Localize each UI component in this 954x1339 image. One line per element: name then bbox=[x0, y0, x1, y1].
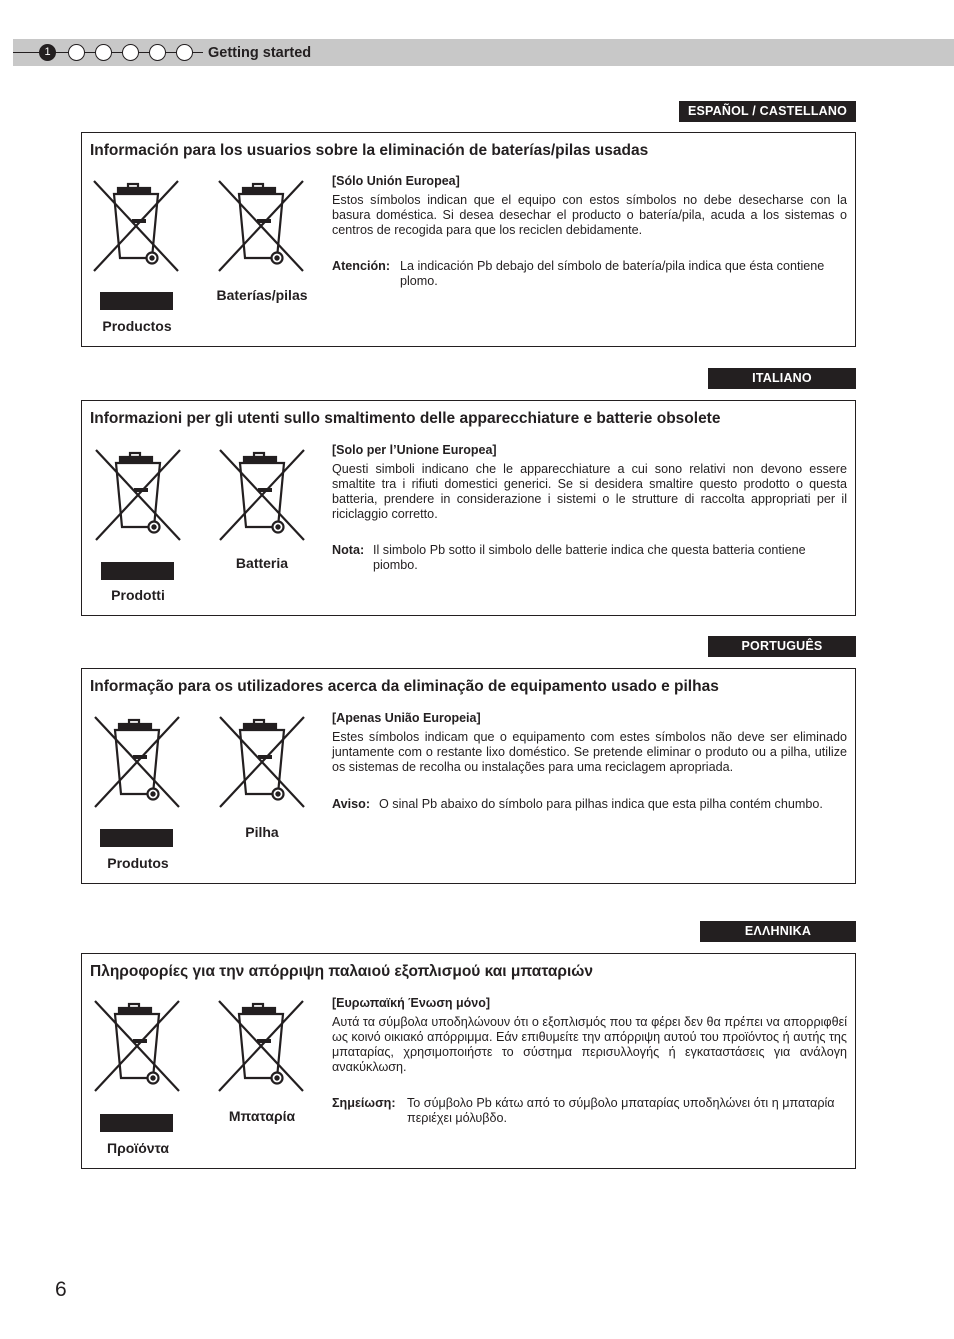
product-bar bbox=[101, 562, 174, 580]
battery-label: Μπαταρία bbox=[228, 1108, 296, 1124]
section-portuguese bbox=[81, 668, 856, 884]
section-title: Πληροφορίες για την απόρριψη παλαιού εξοπλισμού και μπαταριών bbox=[90, 963, 593, 980]
step-circle-icon bbox=[176, 44, 193, 61]
region-note: [Solo per l’Unione Europea] bbox=[332, 443, 497, 457]
chapter-title: Getting started bbox=[208, 45, 312, 61]
battery-label: Batteria bbox=[235, 555, 289, 571]
step-circle-icon bbox=[122, 44, 139, 61]
region-note: [Ευρωπαϊκή Ένωση μόνο] bbox=[332, 996, 491, 1010]
battery-label: Pilha bbox=[245, 824, 279, 840]
products-label: Προϊόντα bbox=[106, 1140, 169, 1156]
language-tag: ESPAÑOL / CASTELLANO bbox=[679, 101, 856, 122]
note-text: O sinal Pb abaixo do símbolo para pilhas indica que esta pilha contém chumbo. bbox=[379, 797, 823, 811]
battery-label: Baterías/pilas bbox=[216, 287, 308, 303]
note-label: Nota: bbox=[332, 543, 365, 557]
note-label: Atención: bbox=[332, 259, 391, 273]
step-circle-icon bbox=[68, 44, 85, 61]
language-tag: ITALIANO bbox=[708, 368, 856, 389]
crossed-out-wheelie-bin-icon bbox=[216, 714, 308, 810]
page-number: 6 bbox=[55, 1278, 67, 1301]
section-title: Informação para os utilizadores acerca da eliminação de equipamento usado e pilhas bbox=[90, 678, 719, 695]
product-bar bbox=[100, 1114, 173, 1132]
crossed-out-wheelie-bin-icon bbox=[215, 998, 307, 1094]
step-circle-icon bbox=[95, 44, 112, 61]
note-label: Σημείωση: bbox=[332, 1096, 396, 1110]
note bbox=[332, 797, 847, 813]
description: Estos símbolos indican que el equipo con estos símbolos no debe desecharse con la basura doméstica. Si desea desechar el producto o batería/pila, acuda a los sistemas o centros de recogida para que los reciclen debidamente. bbox=[332, 193, 847, 237]
crossed-out-wheelie-bin-icon bbox=[215, 178, 307, 274]
language-tag: PORTUGUÊS bbox=[708, 636, 856, 657]
crossed-out-wheelie-bin-icon bbox=[216, 447, 308, 543]
product-bar bbox=[100, 292, 173, 310]
crossed-out-wheelie-bin-icon bbox=[90, 178, 182, 274]
products-label: Productos bbox=[102, 318, 172, 334]
crossed-out-wheelie-bin-icon bbox=[92, 447, 184, 543]
section-title: Información para los usuarios sobre la eliminación de baterías/pilas usadas bbox=[90, 142, 649, 159]
note-text: Il simbolo Pb sotto il simbolo delle batterie indica che questa batteria contiene piombo. bbox=[373, 543, 806, 572]
note bbox=[332, 259, 847, 291]
region-note: [Apenas União Europeia] bbox=[332, 711, 481, 725]
description: Estes símbolos indicam que o equipamento com estes símbolos não deve ser eliminado juntamente com o restante lixo doméstico. Se pretende eliminar o produto ou a pilha, utilize os sistemas de recolha ou instalações para uma reciclagem apropriada. bbox=[332, 730, 847, 774]
chapter-steps bbox=[13, 43, 203, 63]
section-spanish bbox=[81, 132, 856, 347]
section-title: Informazioni per gli utenti sullo smaltimento delle apparecchiature e batterie obsolete bbox=[90, 410, 721, 427]
crossed-out-wheelie-bin-icon bbox=[91, 998, 183, 1094]
language-tag: ΕΛΛΗΝΙΚΑ bbox=[700, 921, 856, 942]
product-bar bbox=[100, 829, 173, 847]
products-label: Produtos bbox=[107, 855, 169, 871]
note bbox=[332, 543, 847, 575]
step-circle-icon bbox=[149, 44, 166, 61]
note-text: Το σύμβολο Pb κάτω από το σύμβολο μπαταρίας υποδηλώνει ότι η μπαταρία περιέχει μόλυβδο. bbox=[407, 1096, 835, 1125]
description: Questi simboli indicano che le apparecchiature a cui sono relativi non devono essere smaltite tra i rifiuti domestici generici. Se si desidera smaltire questo prodotto o questa batteria, prendere in considerazione i sistemi o le strutture di raccolta appropriati per il riciclaggio corretto. bbox=[332, 462, 847, 521]
note-label: Aviso: bbox=[332, 797, 371, 811]
crossed-out-wheelie-bin-icon bbox=[91, 714, 183, 810]
section-greek bbox=[81, 953, 856, 1169]
products-label: Prodotti bbox=[111, 587, 165, 603]
description: Αυτά τα σύμβολα υποδηλώνουν ότι ο εξοπλισμός που τα φέρει δεν θα πρέπει να απορριφθεί ως κοινό οικιακό απόρριμμα. Εάν επιθυμείτε την απόρριψη αυτού του προϊόντος ή αυτής της μπαταρίας, χρησιμοποιήστε το σύστημα περισυλλογής ή εγκαταστάσεις για ανάλογη ανακύκλωση. bbox=[332, 1015, 847, 1074]
section-italian bbox=[81, 400, 856, 616]
note-text: La indicación Pb debajo del símbolo de batería/pila indica que ésta contiene plomo. bbox=[400, 259, 825, 288]
region-note: [Sólo Unión Europea] bbox=[332, 174, 460, 188]
note bbox=[332, 1096, 847, 1128]
step-circle-icon: 1 bbox=[39, 44, 56, 61]
